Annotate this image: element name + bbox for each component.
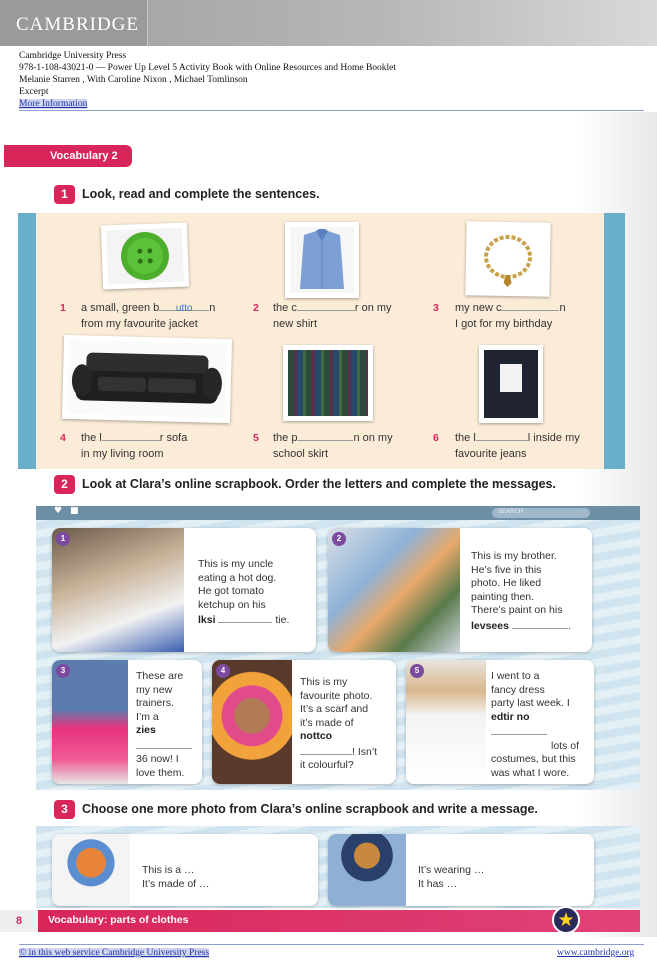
card-3-badge: 3 — [56, 664, 70, 678]
card-5-badge: 5 — [410, 664, 424, 678]
item-6-text — [455, 430, 580, 462]
card-5-jumbled-word: edtir no — [491, 710, 530, 723]
knitted-toy-photo — [52, 834, 130, 906]
card-2-line: There’s paint on his — [471, 604, 563, 616]
card-2-jumbled-word: levsees — [471, 619, 509, 632]
item-2-blank[interactable] — [297, 300, 355, 311]
comment-icon: ■ — [70, 506, 79, 516]
card-4-line: favourite photo. — [300, 689, 373, 702]
item-6-line2: favourite jeans — [455, 448, 527, 460]
book-title: 978-1-108-43021-0 — Power Up Level 5 Activity Book with Online Resources and Home Booklet — [19, 63, 397, 73]
excerpt-label: Excerpt — [19, 87, 49, 97]
exercise-2-number: 2 — [54, 475, 75, 494]
footer-divider — [19, 944, 644, 945]
page-number: 8 — [0, 910, 38, 932]
scrapbook-card-5 — [406, 660, 594, 784]
exercise-1-title: Look, read and complete the sentences. — [82, 187, 320, 201]
header-divider — [19, 110, 644, 111]
green-button-image — [106, 228, 184, 285]
item-1-number: 1 — [60, 302, 66, 314]
exercise-3-number: 3 — [54, 800, 75, 819]
item-3-line2: I got for my birthday — [455, 318, 553, 330]
item-3-end: n — [559, 302, 566, 314]
card-4-blank[interactable] — [300, 744, 352, 755]
item-1-start: a small, green b — [81, 302, 160, 314]
write-card-2-line: It has … — [418, 877, 458, 890]
card-4-message — [300, 676, 377, 773]
scrapbook-card-4 — [212, 660, 396, 784]
card-4-line: ! Isn’t — [352, 745, 378, 758]
doctor-costume-photo — [406, 660, 486, 784]
write-card-1-line: This is a … — [142, 864, 195, 876]
shirt-photo — [285, 222, 359, 298]
card-1-line: eating a hot dog. — [198, 571, 277, 584]
exercise-2-title: Look at Clara’s online scrapbook. Order the letters and complete the messages. — [82, 477, 556, 491]
item-6-end: l inside my — [527, 432, 580, 444]
footer-title: Vocabulary: parts of clothes — [48, 914, 189, 926]
authors: Melanie Starren , With Caroline Nixon , Michael Tomlinson — [19, 75, 248, 85]
section-tag: Vocabulary 2 — [4, 145, 132, 167]
card-5-line: party last week. I — [491, 697, 570, 709]
item-3-blank[interactable] — [501, 300, 559, 311]
item-2-line2: new shirt — [273, 318, 318, 330]
card-1-tail: tie. — [275, 614, 290, 626]
card-2-line: He’s five in this — [471, 563, 542, 576]
heart-icon: ♥ — [54, 506, 63, 516]
write-card-2-line: It’s wearing … — [418, 864, 485, 876]
scrapbook-card-1 — [52, 528, 316, 652]
card-5-blank[interactable] — [491, 724, 547, 735]
card-2-line: photo. He liked — [471, 577, 542, 589]
write-card-2 — [328, 834, 594, 906]
card-2-tail: . — [567, 619, 571, 632]
item-2-text — [273, 300, 392, 332]
write-card-2-prompts — [418, 864, 484, 891]
card-2-message — [471, 550, 571, 633]
card-1-blank[interactable] — [218, 612, 272, 623]
card-3-line: my new — [136, 683, 173, 696]
item-4-end: r sofa — [159, 432, 188, 444]
card-3-blank[interactable] — [136, 738, 192, 749]
item-6-number: 6 — [433, 432, 439, 444]
copyright-link[interactable]: © in this web service Cambridge University Press — [19, 948, 210, 958]
item-3-number: 3 — [433, 302, 439, 314]
item-5-line2: school skirt — [273, 448, 329, 460]
item-1-line2: from my favourite jacket — [81, 318, 198, 330]
card-3-message — [136, 670, 192, 780]
card-5-message — [491, 670, 579, 780]
item-5-blank[interactable] — [297, 430, 353, 441]
item-1-answer: utto — [175, 303, 193, 314]
item-2-start: the c — [273, 302, 297, 314]
item-3-text — [455, 300, 566, 332]
item-4-number: 4 — [60, 432, 66, 444]
card-4-badge: 4 — [216, 664, 230, 678]
dog-in-clothes-photo — [328, 834, 406, 906]
scarf-woman-photo — [212, 660, 292, 784]
scrapbook-card-2 — [328, 528, 592, 652]
cambridge-logo: CAMBRIDGE — [0, 0, 148, 46]
card-5-line: was what I wore. — [491, 766, 570, 779]
card-3-line: 36 now! I — [136, 753, 179, 765]
card-1-badge: 1 — [56, 532, 70, 546]
book-metadata — [19, 50, 396, 110]
write-card-1-line: It’s made of … — [142, 877, 210, 890]
star-icon: ★ — [552, 906, 580, 934]
exercise-3-title: Choose one more photo from Clara’s online scrapbook and write a message. — [82, 802, 538, 816]
item-4-start: the l — [81, 432, 102, 444]
leather-sofa-image — [67, 340, 227, 418]
write-card-1-prompts — [142, 864, 210, 891]
card-4-line: It’s a scarf and — [300, 703, 369, 715]
item-1-text — [81, 300, 215, 332]
card-5-line: lots of — [551, 739, 580, 752]
item-4-line2: in my living room — [81, 448, 164, 460]
card-2-blank[interactable] — [512, 618, 568, 629]
label-photo — [479, 345, 543, 423]
scrapbook-search[interactable]: SEARCH — [492, 508, 590, 518]
clothing-label-image — [500, 364, 522, 392]
publisher: Cambridge University Press — [19, 51, 127, 61]
card-2-line: This is my brother. — [471, 550, 557, 562]
card-3-jumbled-word: zies — [136, 724, 156, 736]
item-5-end: n on my — [353, 432, 393, 444]
card-4-line: it colourful? — [300, 759, 354, 771]
cambridge-site-link[interactable]: www.cambridge.org — [557, 948, 635, 958]
sofa-photo — [62, 335, 232, 423]
item-5-number: 5 — [253, 432, 259, 444]
card-3-line: These are — [136, 670, 184, 682]
item-5-start: the p — [273, 432, 298, 444]
item-5-text — [273, 430, 393, 462]
uncle-photo — [52, 528, 184, 652]
card-4-jumbled-word: nottco — [300, 730, 333, 742]
card-5-line: I went to a — [491, 670, 540, 682]
write-card-1 — [52, 834, 318, 906]
card-1-message — [198, 558, 289, 628]
button-photo — [101, 223, 189, 290]
card-4-line: it’s made of — [300, 716, 354, 729]
card-1-line: This is my uncle — [198, 558, 274, 570]
item-6-blank[interactable] — [476, 430, 528, 441]
scrapbook-card-3 — [52, 660, 202, 784]
item-2-end: r on my — [354, 302, 392, 314]
card-3-line: I’m a — [136, 710, 159, 723]
card-5-line: costumes, but this — [491, 753, 576, 765]
card-2-badge: 2 — [332, 532, 346, 546]
item-4-blank[interactable] — [102, 430, 160, 441]
exercise-1-number: 1 — [54, 185, 75, 204]
brother-painting-photo — [328, 528, 460, 652]
item-1-blank[interactable] — [159, 300, 209, 314]
card-1-jumbled-word: lksi — [198, 614, 216, 626]
pink-trainers-photo — [52, 660, 128, 784]
more-information-link[interactable]: More Information — [19, 99, 88, 109]
card-3-line: trainers. — [136, 697, 174, 709]
card-4-line: This is my — [300, 676, 348, 688]
card-3-line: love them. — [136, 766, 185, 779]
blue-shirt-image — [290, 227, 354, 293]
chain-bracelet-image — [470, 226, 545, 291]
card-1-line: He got tomato — [198, 585, 264, 597]
item-1-end: n — [209, 302, 216, 314]
bracelet-photo — [465, 221, 550, 296]
item-3-start: my new c — [455, 302, 502, 314]
item-2-number: 2 — [253, 302, 259, 314]
card-2-line: painting then. — [471, 590, 535, 603]
skirt-photo — [283, 345, 373, 421]
item-4-text — [81, 430, 187, 462]
card-1-line: ketchup on his — [198, 598, 266, 611]
item-6-start: the l — [455, 432, 476, 444]
card-5-line: fancy dress — [491, 683, 545, 696]
